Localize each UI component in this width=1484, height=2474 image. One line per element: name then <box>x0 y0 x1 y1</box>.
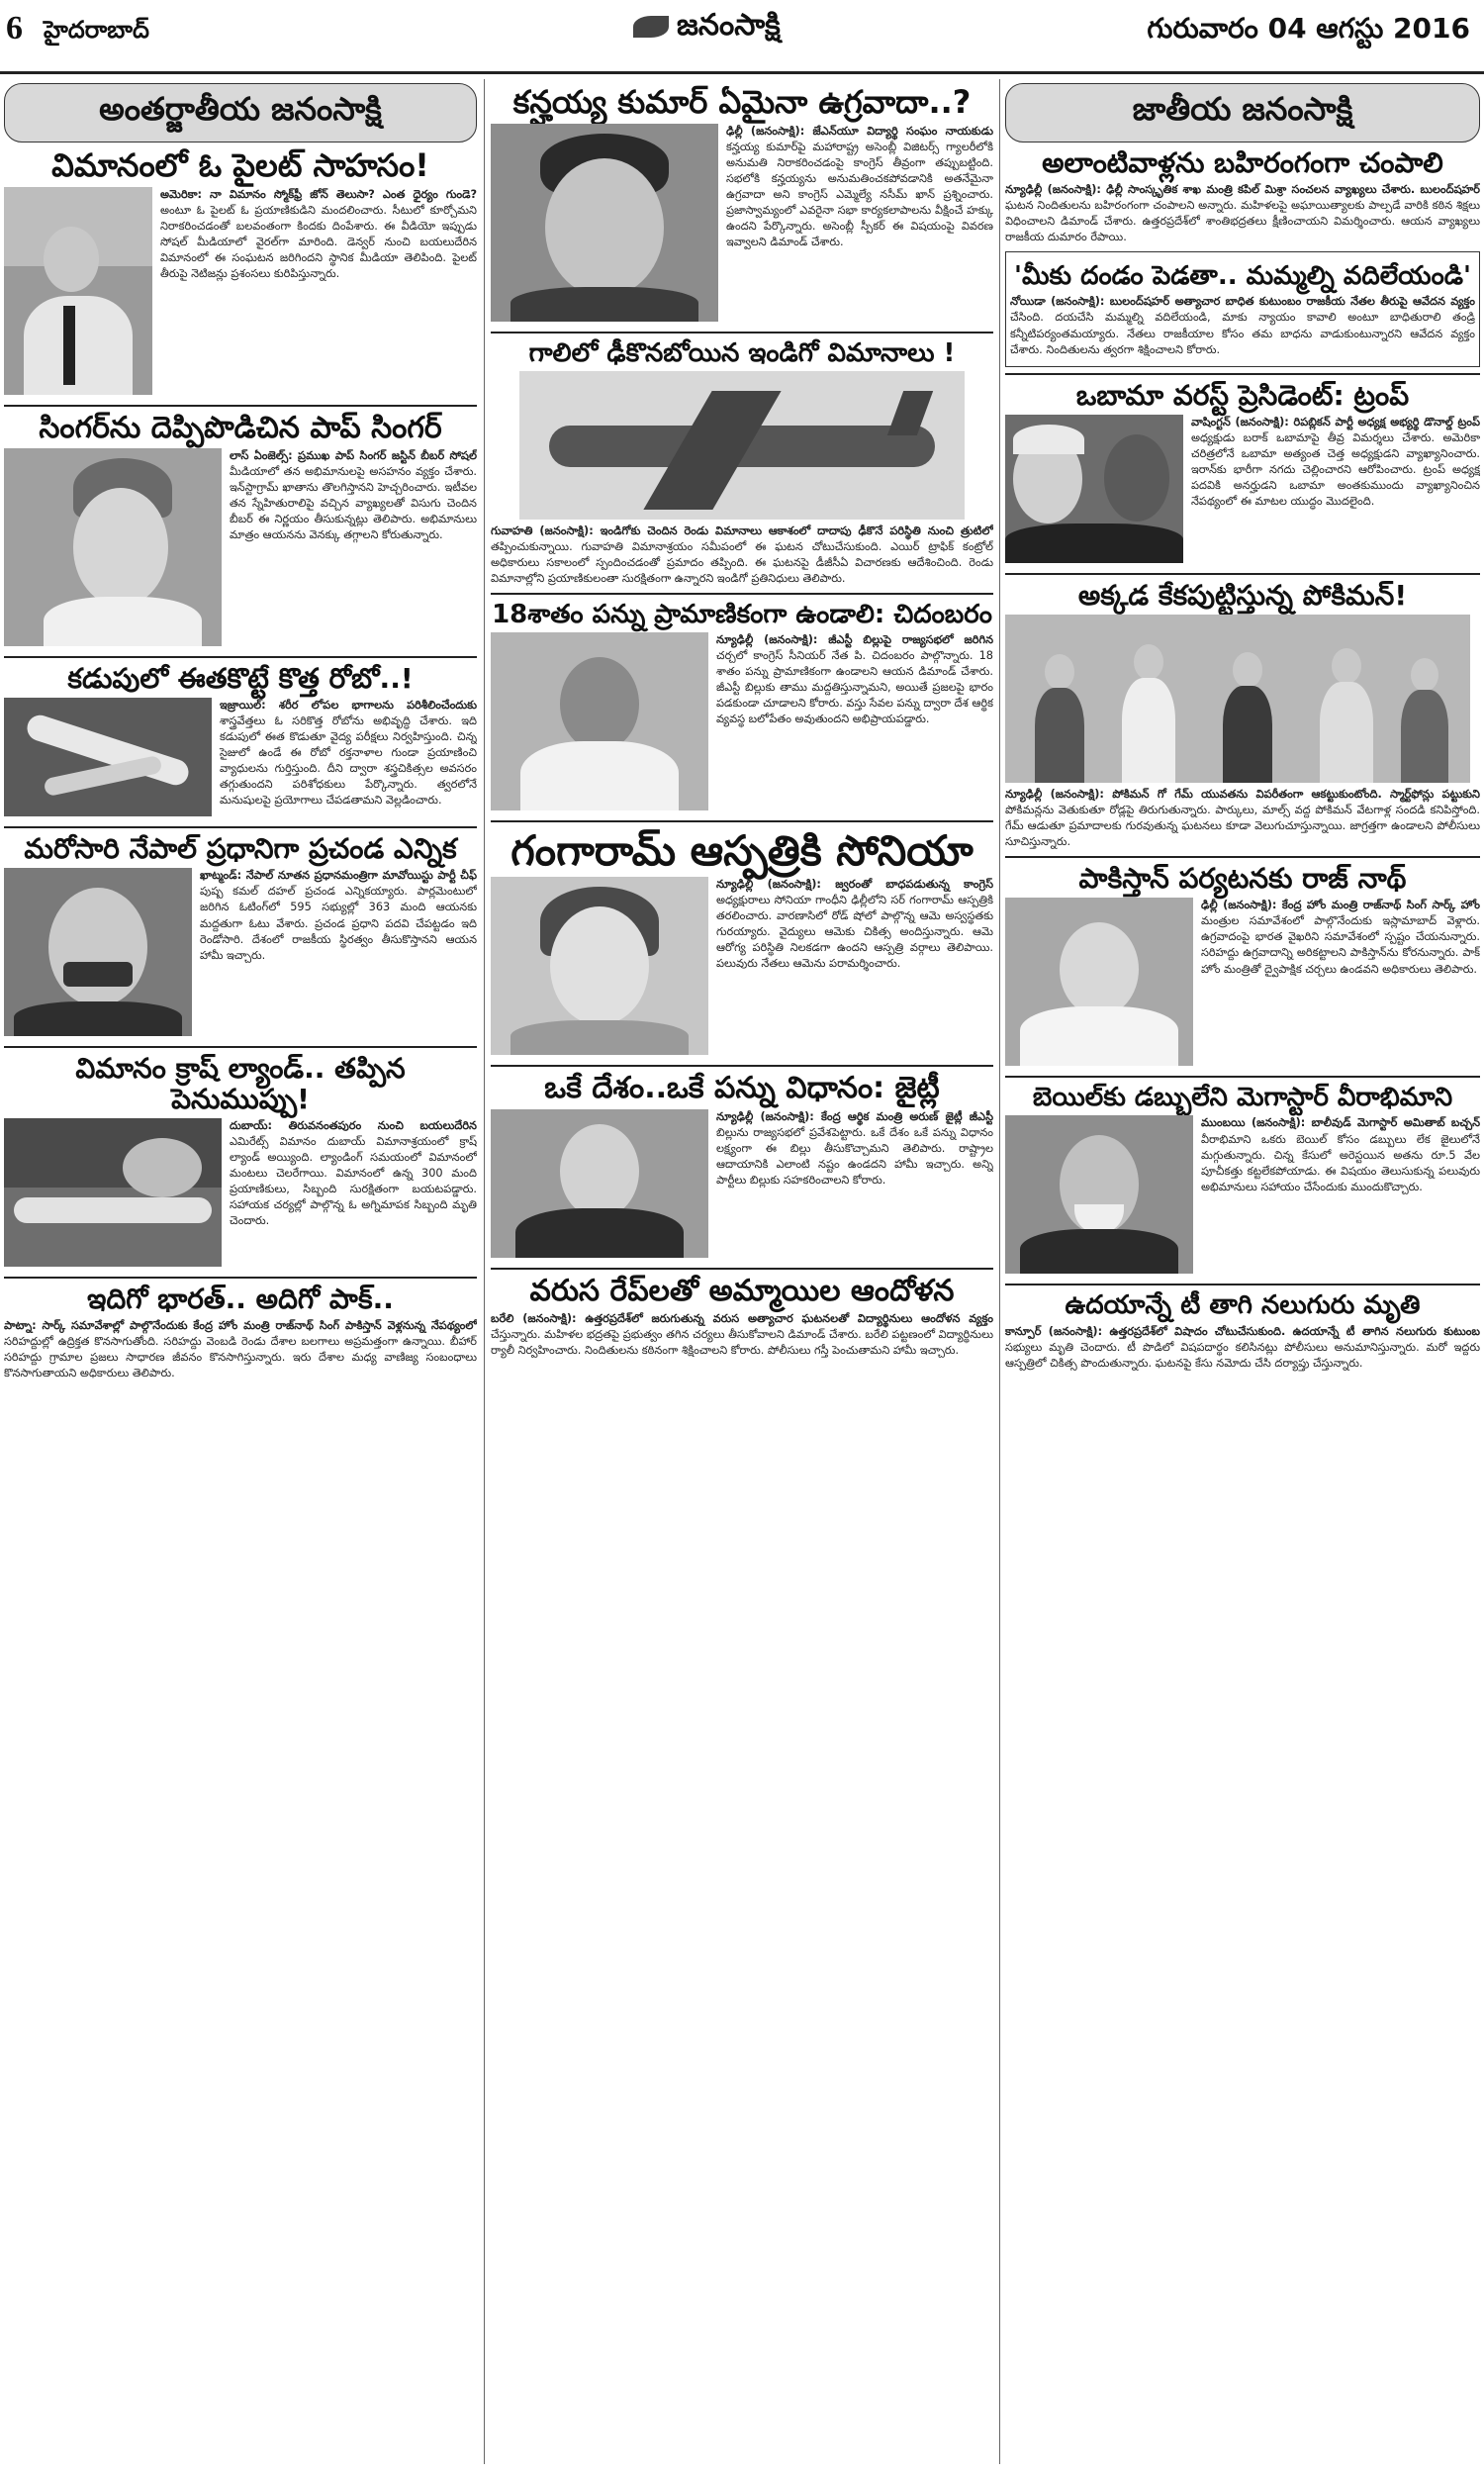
main-news-column <box>491 79 993 2464</box>
headline: ఉదయాన్నే టీ తాగి నలుగురు మృతి <box>1065 1290 1421 1321</box>
photo-prachanda <box>4 868 192 1036</box>
headline: విమానం క్రాష్‌ ల్యాండ్‌.. తప్పిన పెనుముప్పు! <box>75 1052 406 1115</box>
story-jaitley <box>491 1073 993 1261</box>
story-body: ఖాట్మండ్‌: నేపాల్‌ నూతన ప్రధానమంత్రిగా మావోయిస్టు పార్టీ చీఫ్‌ పుష్ప కమల్‌ దహల్‌ ప్రచండ ఎన్నికయ్యారు. పార్లమెంటులో జరిగిన ఓటింగ్‌లో 595 సభ్యుల్లో 363 మంది ఆయనకు మద్దతుగా ఓటు వేశారు. ప్రచండ ప్రధాని పదవి చేపట్టడం ఇది రెండోసారి. దేశంలో రాజకీయ స్థిరత్వం తీసుకొస్తానని ఆయన హామీ ఇచ్చారు. <box>200 869 477 962</box>
story-body: న్యూఢిల్లీ (జనంసాక్షి): జీఎస్టీ బిల్లుపై రాజ్యసభలో జరిగిన చర్చలో కాంగ్రెస్‌ సీనియర్‌ నేత పి. చిదంబరం పాల్గొన్నారు. 18 శాతం పన్ను ప్రామాణికంగా ఉండాలని ఆయన డిమాండ్‌ చేశారు. జీఎస్టీ బిల్లుకు తాము మద్దతిస్తున్నామని, అయితే ప్రజలపై భారం పడకుండా చూడాలని కోరారు. వస్తు సేవల పన్ను ద్వారా దేశ ఆర్థిక వ్యవస్థ బలోపేతం అవుతుందని అభిప్రాయపడ్డారు. <box>716 632 993 725</box>
story-body: పాట్నా: సార్క్‌ సమావేశాల్లో పాల్గొనేందుకు కేంద్ర హోం మంత్రి రాజ్‌నాథ్‌ సింగ్‌ పాకిస్తాన్‌ వెళ్లనున్న నేపథ్యంలో సరిహద్దుల్లో ఉద్రిక్తత కొనసాగుతోంది. సరిహద్దు వెంబడి రెండు దేశాల బలగాలు అప్రమత్తంగా ఉన్నాయి. బీహార్‌ సరిహద్దు గ్రామాల ప్రజలు సాధారణ జీవనం కొనసాగిస్తున్నారు. ఇరు దేశాల మధ్య వాణిజ్య సంబంధాలు కొనసాగుతాయని అధికారులు తెలిపారు. <box>4 1319 477 1380</box>
story-sonia <box>491 825 993 1059</box>
story-body: గువాహతి (జనంసాక్షి): ఇండిగోకు చెందిన రెండు విమానాలు ఆకాశంలో దాదాపు ఢీకొనే పరిస్థితి నుంచి త్రుటిలో తప్పించుకున్నాయి. గువాహతి విమానాశ్రయం సమీపంలో ఈ ఘటన చోటుచేసుకుంది. ఎయిర్‌ ట్రాఫిక్‌ కంట్రోల్‌ అధికారులు సకాలంలో స్పందించడంతో ప్రమాదం తప్పింది. ఈ ఘటనపై డీజీసీఏ విచారణకు ఆదేశించింది. రెండు విమానాల్లోని ప్రయాణికులంతా సురక్షితంగా ఉన్నారని ఇండిగో ప్రతినిధులు తెలిపారు. <box>491 523 993 585</box>
headline: 'మీకు దండం పెడతా.. మమ్మల్ని వదిలేయండి' <box>1014 261 1471 292</box>
photo-pokemon-players <box>1005 615 1470 783</box>
photo-chidambaram <box>491 632 708 810</box>
logo-text: జనంసాక్షి <box>677 8 781 43</box>
story-indigo <box>491 339 993 587</box>
story-body: కాన్పూర్‌ (జనంసాక్షి): ఉత్తరప్రదేశ్‌లో విషాదం చోటుచేసుకుంది. ఉదయాన్నే టీ తాగిన నలుగురు కుటుంబ సభ్యులు మృతి చెందారు. టీ పొడిలో విషపదార్థం కలిసినట్లు పోలీసులు అనుమానిస్తున్నారు. మరో ఇద్దరు ఆస్పత్రిలో చికిత్స పొందుతున్నారు. ఘటనపై కేసు నమోదు చేసి దర్యాప్తు చేస్తున్నారు. <box>1005 1324 1480 1370</box>
masthead <box>0 0 1484 74</box>
section-label-international: అంతర్జాతీయ జనంసాక్షి <box>4 83 477 143</box>
photo-arun-jaitley <box>491 1109 708 1258</box>
headline: పాకిస్తాన్‌ పర్యటనకు రాజ్‌ నాథ్‌ <box>1078 862 1407 896</box>
headline: గాలిలో ఢీకొనబోయిన ఇండిగో విమానాలు ! <box>528 337 956 368</box>
story-body: న్యూఢిల్లీ (జనంసాక్షి): పోకిమన్‌ గో గేమ్‌ యువతను విపరీతంగా ఆకట్టుకుంటోంది. స్మార్ట్‌ఫోన్లు పట్టుకుని పోకిమన్లను వెతుకుతూ రోడ్లపై తిరుగుతున్నారు. పార్కులు, మాల్స్‌ వద్ద పోకిమన్‌ వేటగాళ్ల సందడి కనిపిస్తోంది. గేమ్‌ ఆడుతూ ప్రమాదాలకు గురవుతున్న ఘటనలు కూడా వెలుగుచూస్తున్నాయి. జాగ్రత్తగా ఉండాలని పోలీసులు సూచిస్తున్నారు. <box>1005 788 1480 849</box>
headline: వరుస రేప్‌లతో అమ్మాయిల ఆందోళన <box>529 1273 955 1308</box>
story-rajnath <box>1005 864 1480 1070</box>
story-body: న్యూఢిల్లీ (జనంసాక్షి): కేంద్ర ఆర్థిక మంత్రి అరుణ్‌ జైట్లీ జీఎస్టీ బిల్లును రాజ్యసభలో ప్రవేశపెట్టారు. ఒకే దేశం ఒకే పన్ను విధానం లక్ష్యంగా ఈ బిల్లు తీసుకొచ్చామని తెలిపారు. రాష్ట్రాల ఆదాయానికి ఎలాంటి నష్టం ఉండదని హామీ ఇచ్చారు. అన్ని పార్టీలు బిల్లుకు సహకరించాలని కోరారు. <box>716 1109 993 1187</box>
photo-amitabh-bachchan <box>1005 1115 1193 1274</box>
story-trump-obama <box>1005 378 1480 567</box>
international-column <box>4 79 477 2464</box>
story-body: న్యూఢిల్లీ (జనంసాక్షి): జ్వరంతో బాధపడుతున్న కాంగ్రెస్‌ అధ్యక్షురాలు సోనియా గాంధీని ఢిల్లీలోని సర్‌ గంగారామ్‌ ఆస్పత్రికి తరలించారు. వారణాసిలో రోడ్‌ షోలో పాల్గొన్న ఆమె అస్వస్థతకు గురయ్యారు. వైద్యులు ఆమెకు చికిత్స అందిస్తున్నారు. ఆమె ఆరోగ్య పరిస్థితి నిలకడగా ఉందని ఆస్పత్రి వర్గాలు తెలిపాయి. పలువురు నేతలు ఆమెను పరామర్శించారు. <box>716 878 993 971</box>
story-leave-us <box>1005 251 1480 366</box>
headline: అక్కడ కేకపుట్టిస్తున్న పోకిమన్‌! <box>1077 578 1408 612</box>
story-body: దుబాయ్‌: తిరువనంతపురం నుంచి బయలుదేరిన ఎమిరేట్స్‌ విమానం దుబాయ్‌ విమానాశ్రయంలో క్రాష్‌ ల్యాండ్‌ అయ్యింది. ల్యాండింగ్‌ సమయంలో విమానంలో మంటలు చెలరేగాయి. విమానంలో ఉన్న 300 మంది ప్రయాణికులు, సిబ్బంది సురక్షితంగా బయటపడ్డారు. సహాయక చర్యల్లో పాల్గొన్న ఓ అగ్నిమాపక సిబ్బంది మృతి చెందారు. <box>230 1118 477 1228</box>
headline: కడుపులో ఈతకొట్టే కొత్త రోబో..! <box>67 661 414 695</box>
headline: గంగారామ్‌ ఆస్పత్రికి సోనియా <box>510 825 974 875</box>
story-body: వాషింగ్టన్‌ (జనంసాక్షి): రిపబ్లికన్‌ పార్టీ అధ్యక్ష అభ్యర్థి డొనాల్డ్‌ ట్రంప్‌ అధ్యక్షుడు బరాక్‌ ఒబామాపై తీవ్ర విమర్శలు చేశారు. అమెరికా చరిత్రలోనే ఒబామా అత్యంత చెత్త అధ్యక్షుడని వ్యాఖ్యానించారు. ఇరాన్‌కు భారీగా నగదు చెల్లించారని ఆరోపించారు. ట్రంప్‌ అధ్యక్ష పదవికి అనర్హుడని ఒబామా అంతకుముందు వ్యాఖ్యానించిన నేపథ్యంలో ఈ మాటల యుద్ధం మొదలైంది. <box>1191 415 1480 508</box>
photo-pilot <box>4 187 152 395</box>
photo-justin-bieber <box>4 448 222 646</box>
edition-city: హైదరాబాద్ <box>44 16 149 44</box>
story-megastar-fan <box>1005 1084 1480 1278</box>
story-pokemon <box>1005 578 1480 850</box>
story-india-pak <box>4 1282 477 1381</box>
photo-rajnath-singh <box>1005 898 1193 1066</box>
headline: ఒకే దేశం..ఒకే పన్ను విధానం: జైట్లీ <box>544 1071 940 1106</box>
story-body: లాస్‌ ఏంజెల్స్‌: ప్రముఖ పాప్‌ సింగర్‌ జస్టిన్‌ బీబర్‌ సోషల్‌ మీడియాలో తన అభిమానులపై అసహనం వ్యక్తం చేశారు. ఇన్‌స్టాగ్రామ్‌ ఖాతాను తొలగిస్తానని హెచ్చరించారు. ఇటీవల తన స్నేహితురాలిపై వచ్చిన వ్యాఖ్యలతో విసుగు చెందిన బీబర్‌ ఈ నిర్ణయం తీసుకున్నట్లు తెలిపారు. అభిమానులు మాత్రం ఆయనను వెనక్కు తగ్గాలని కోరుతున్నారు. <box>230 448 477 542</box>
story-pilot <box>4 148 477 399</box>
story-pop-singer <box>4 410 477 650</box>
headline: బెయిల్‌కు డబ్బులేని మెగాస్టార్‌ వీరాభిమాని <box>1032 1083 1453 1113</box>
headline: ఒబామా వరస్ట్‌ ప్రెసిడెంట్‌: ట్రంప్‌ <box>1075 378 1410 412</box>
story-body: న్యూఢిల్లీ (జనంసాక్షి): ఢిల్లీ సాంస్కృతిక శాఖ మంత్రి కపిల్‌ మిశ్రా సంచలన వ్యాఖ్యలు చేశారు. బులంద్‌షహర్‌ ఘటన నిందితులను బహిరంగంగా చంపాలని అన్నారు. మహిళలపై అఘాయిత్యాలకు పాల్పడే వారికి కఠిన శిక్షలు విధించాలని డిమాండ్‌ చేశారు. ఉత్తరప్రదేశ్‌లో శాంతిభద్రతలు క్షీణించాయని విమర్శించారు. ఆయన వ్యాఖ్యలు రాజకీయ దుమారం రేపాయి. <box>1005 183 1480 244</box>
story-crash-landing <box>4 1054 477 1270</box>
story-body: నోయిడా (జనంసాక్షి): బులంద్‌షహర్‌ అత్యాచార బాధిత కుటుంబం రాజకీయ నేతల తీరుపై ఆవేదన వ్యక్తం చేసింది. దయచేసి మమ్మల్ని వదిలేయండి, మాకు న్యాయం కావాలి అంటూ బాధితురాలి తండ్రి కన్నీటిపర్యంతమయ్యారు. నేతలు రాజకీయాల కోసం తమ బాధను వాడుకుంటున్నారని ఆవేదన వ్యక్తం చేశారు. నిందితులను త్వరగా శిక్షించాలని కోరారు. <box>1010 295 1475 356</box>
photo-trump-obama <box>1005 415 1183 563</box>
story-tea-deaths <box>1005 1291 1480 1371</box>
headline: మరోసారి నేపాల్‌ ప్రధానిగా ప్రచండ ఎన్నిక <box>24 832 457 866</box>
photo-sonia-gandhi <box>491 877 708 1055</box>
story-nepal <box>4 834 477 1040</box>
photo-crash-landing <box>4 1118 222 1267</box>
headline: సింగర్‌ను దెప్పిపొడిచిన పాప్‌ సింగర్‌ <box>39 410 442 445</box>
story-body: ఢిల్లీ (జనంసాక్షి): కేంద్ర హోం మంత్రి రాజ్‌నాథ్‌ సింగ్‌ సార్క్‌ హోం మంత్రుల సమావేశంలో పాల్గొనేందుకు ఇస్లామాబాద్‌ వెళ్లారు. ఉగ్రవాదంపై భారత వైఖరిని సమావేశంలో స్పష్టం చేయనున్నారు. సరిహద్దు ఉగ్రవాదాన్ని అరికట్టాలని పాకిస్తాన్‌ను కోరనున్నారు. పాక్‌ హోం మంత్రితో ద్వైపాక్షిక చర్చలు ఉండవని అధికారులు తెలిపారు. <box>1201 899 1480 976</box>
logo-bird-icon <box>633 16 669 38</box>
column-divider <box>484 79 485 2464</box>
photo-robot <box>4 698 212 816</box>
story-kill-publicly <box>1005 148 1480 245</box>
headline: 18శాతం పన్ను ప్రామాణికంగా ఉండాలి: చిదంబరం <box>492 599 992 629</box>
headline: అలాంటివాళ్లను బహిరంగంగా చంపాలి <box>1042 146 1443 179</box>
story-chidambaram <box>491 601 993 814</box>
newspaper-logo <box>633 8 781 49</box>
headline: విమానంలో ఓ పైలట్‌ సాహసం! <box>51 146 429 184</box>
headline: కన్హయ్య కుమార్‌ ఏమైనా ఉగ్రవాదా..? <box>512 83 972 121</box>
photo-indigo-aircraft <box>519 371 965 520</box>
story-body: ముంబయి (జనంసాక్షి): బాలీవుడ్‌ మెగాస్టార్‌ అమితాబ్‌ బచ్చన్‌ వీరాభిమాని ఒకరు బెయిల్‌ కోసం డబ్బులు లేక జైలులోనే మగ్గుతున్నారు. చిన్న కేసులో అరెస్టయిన అతను రూ.5 వేల పూచీకత్తు కట్టలేకపోయాడు. ఈ విషయం తెలుసుకున్న పలువురు అభిమానులు సహాయం చేసేందుకు ముందుకొచ్చారు. <box>1201 1116 1480 1193</box>
headline: ఇదిగో భారత్‌.. అదిగో పాక్‌.. <box>87 1282 394 1315</box>
photo-kanhaiya-kumar <box>491 124 718 322</box>
story-body: ఢిల్లీ (జనంసాక్షి): జేఎన్‌యూ విద్యార్థి సంఘం నాయకుడు కన్హయ్య కుమార్‌పై మహారాష్ట్ర అసెంబ్లీ విజిటర్స్‌ గ్యాలరీలోకి అనుమతి నిరాకరించడంపై కాంగ్రెస్‌ తీవ్రంగా తప్పుబట్టింది. సభలోకి కన్హయ్యను అనుమతించకపోవడానికి అతనేమైనా ఉగ్రవాదా అని కాంగ్రెస్‌ ఎమ్మెల్యే నసీమ్‌ ఖాన్‌ ప్రశ్నించారు. ప్రజాస్వామ్యంలో ఎవరైనా సభా కార్యకలాపాలను వీక్షించే హక్కు ఉందని పేర్కొన్నారు. అసెంబ్లీ స్పీకర్‌ ఈ విషయంపై వివరణ ఇవ్వాలని డిమాండ్‌ చేశారు. <box>726 124 993 248</box>
issue-date: గురువారం 04 ఆగస్టు 2016 <box>1147 12 1470 45</box>
column-divider <box>999 79 1000 2464</box>
story-kanhaiya <box>491 85 993 326</box>
story-protest <box>491 1273 993 1359</box>
national-column <box>1005 79 1480 2464</box>
page-number: 6 <box>6 10 23 47</box>
story-robot <box>4 661 477 820</box>
story-body: ఇజ్రాయిల్‌: శరీర లోపల భాగాలను పరిశీలించేందుకు శాస్త్రవేత్తలు ఓ సరికొత్త రోబోను అభివృద్ధి చేశారు. ఇది కడుపులో ఈత కొడుతూ వైద్య పరీక్షలు నిర్వహిస్తుంది. చిన్న సైజులో ఉండే ఈ రోబో రక్తనాళాల గుండా ప్రయాణించి వ్యాధులను గుర్తిస్తుంది. దీని ద్వారా శస్త్రచికిత్సల అవసరం తగ్గుతుందని పరిశోధకులు పేర్కొన్నారు. త్వరలోనే మనుషులపై ప్రయోగాలు చేపడతామని వెల్లడించారు. <box>220 699 477 808</box>
section-label-national: జాతీయ జనంసాక్షి <box>1005 83 1480 143</box>
story-body: అమెరికా: నా విమానం స్మోక్‌ఫ్రీ జోన్‌ తెలుసా? ఎంత ధైర్యం గుండె? అంటూ ఓ పైలట్‌ ఓ ప్రయాణికుడిని మందలించారు. సీటులో కూర్చోమని నిరాకరించడంతో బలవంతంగా కిందకు దింపేశారు. ఈ వీడియో ఇప్పుడు సోషల్‌ మీడియాలో వైరల్‌గా మారింది. డెన్వర్‌ నుంచి బయలుదేరిన విమానంలో ఈ సంఘటన జరిగిందని స్థానిక మీడియా తెలిపింది. పైలట్‌ తీరుపై నెటిజన్లు ప్రశంసలు కురిపిస్తున్నారు. <box>160 187 477 280</box>
story-body: బరేలి (జనంసాక్షి): ఉత్తరప్రదేశ్‌లో జరుగుతున్న వరుస అత్యాచార ఘటనలతో విద్యార్థినులు ఆందోళన వ్యక్తం చేస్తున్నారు. మహిళల భద్రతపై ప్రభుత్వం తగిన చర్యలు తీసుకోవాలని డిమాండ్‌ చేశారు. బరేలి పట్టణంలో విద్యార్థినులు ర్యాలీ నిర్వహించారు. నిందితులను కఠినంగా శిక్షించాలని కోరారు. పోలీసులు గస్తీ పెంచుతామని హామీ ఇచ్చారు. <box>491 1311 993 1358</box>
